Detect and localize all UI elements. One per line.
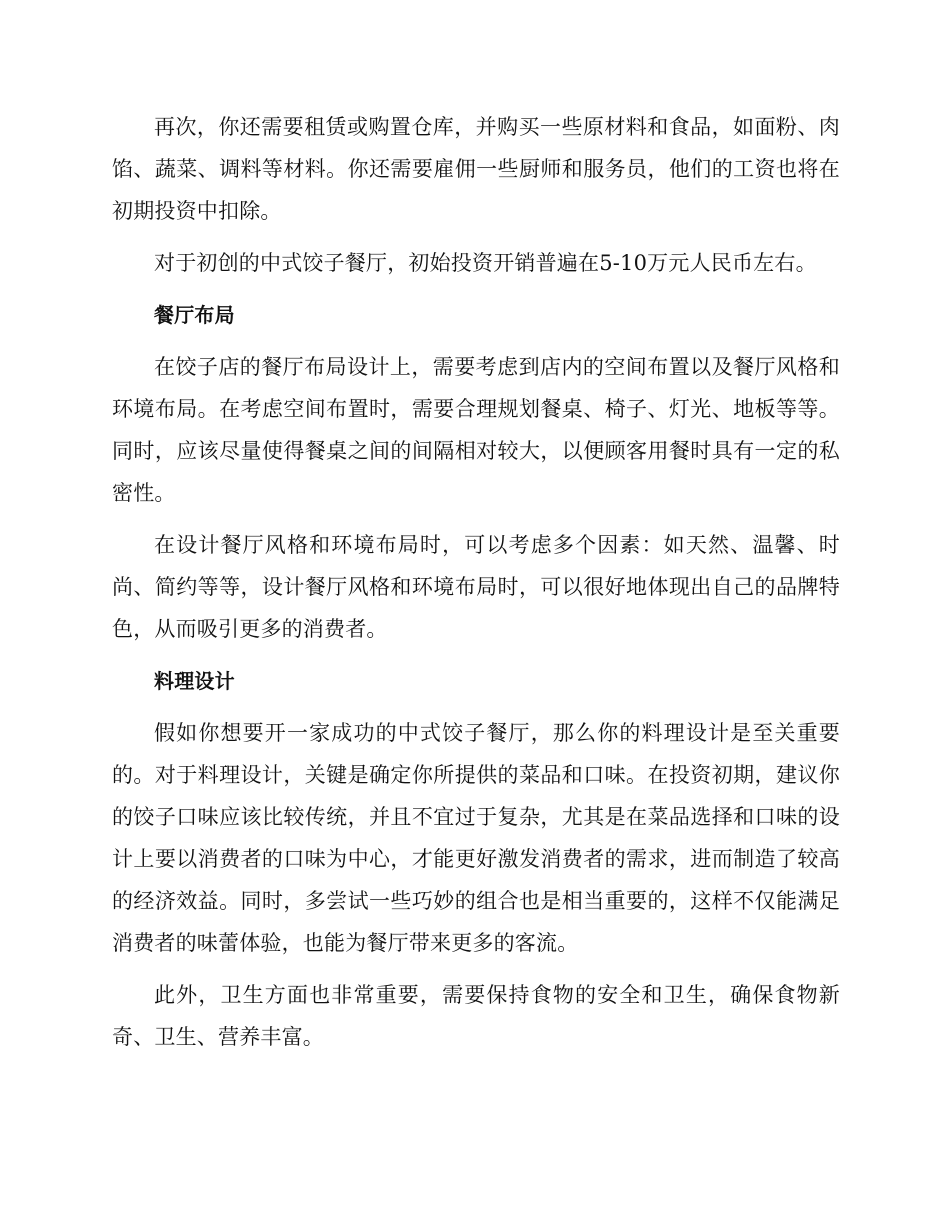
paragraph-warehouse-materials: 再次，你还需要租赁或购置仓库，并购买一些原材料和食品，如面粉、肉馅、蔬菜、调料等材料。你还需要雇佣一些厨师和服务员，他们的工资也将在初期投资中扣除。 xyxy=(112,115,840,223)
section-heading-restaurant-layout: 餐厅布局 xyxy=(154,303,235,327)
section-heading-cuisine-design: 料理设计 xyxy=(154,669,235,693)
document-body xyxy=(112,106,840,1068)
paragraph-cuisine-design: 假如你想要开一家成功的中式饺子餐厅，那么你的料理设计是至关重要的。对于料理设计，关键是确定你所提供的菜品和口味。在投资初期，建议你的饺子口味应该比较传统，并且不宜过于复杂，尤其是在菜品选择和口味的设计上要以消费者的口味为中心，才能更好激发消费者的需求，进而制造了较高的经济效益。同时，多尝试一些巧妙的组合也是相当重要的，这样不仅能满足消费者的味蕾体验，也能为餐厅带来更多的客流。 xyxy=(112,721,840,955)
paragraph-space-layout: 在饺子店的餐厅布局设计上，需要考虑到店内的空间布置以及餐厅风格和环境布局。在考虑空间布置时，需要合理规划餐桌、椅子、灯光、地板等等。同时，应该尽量使得餐桌之间的间隔相对较大，以便顾客用餐时具有一定的私密性。 xyxy=(112,355,840,505)
paragraph-style-environment: 在设计餐厅风格和环境布局时，可以考虑多个因素：如天然、温馨、时尚、简约等等，设计餐厅风格和环境布局时，可以很好地体现出自己的品牌特色，从而吸引更多的消费者。 xyxy=(112,533,840,641)
paragraph-initial-investment: 对于初创的中式饺子餐厅，初始投资开销普遍在5-10万元人民币左右。 xyxy=(154,251,817,275)
paragraph-hygiene: 此外，卫生方面也非常重要，需要保持食物的安全和卫生，确保食物新奇、卫生、营养丰富。 xyxy=(112,983,840,1049)
